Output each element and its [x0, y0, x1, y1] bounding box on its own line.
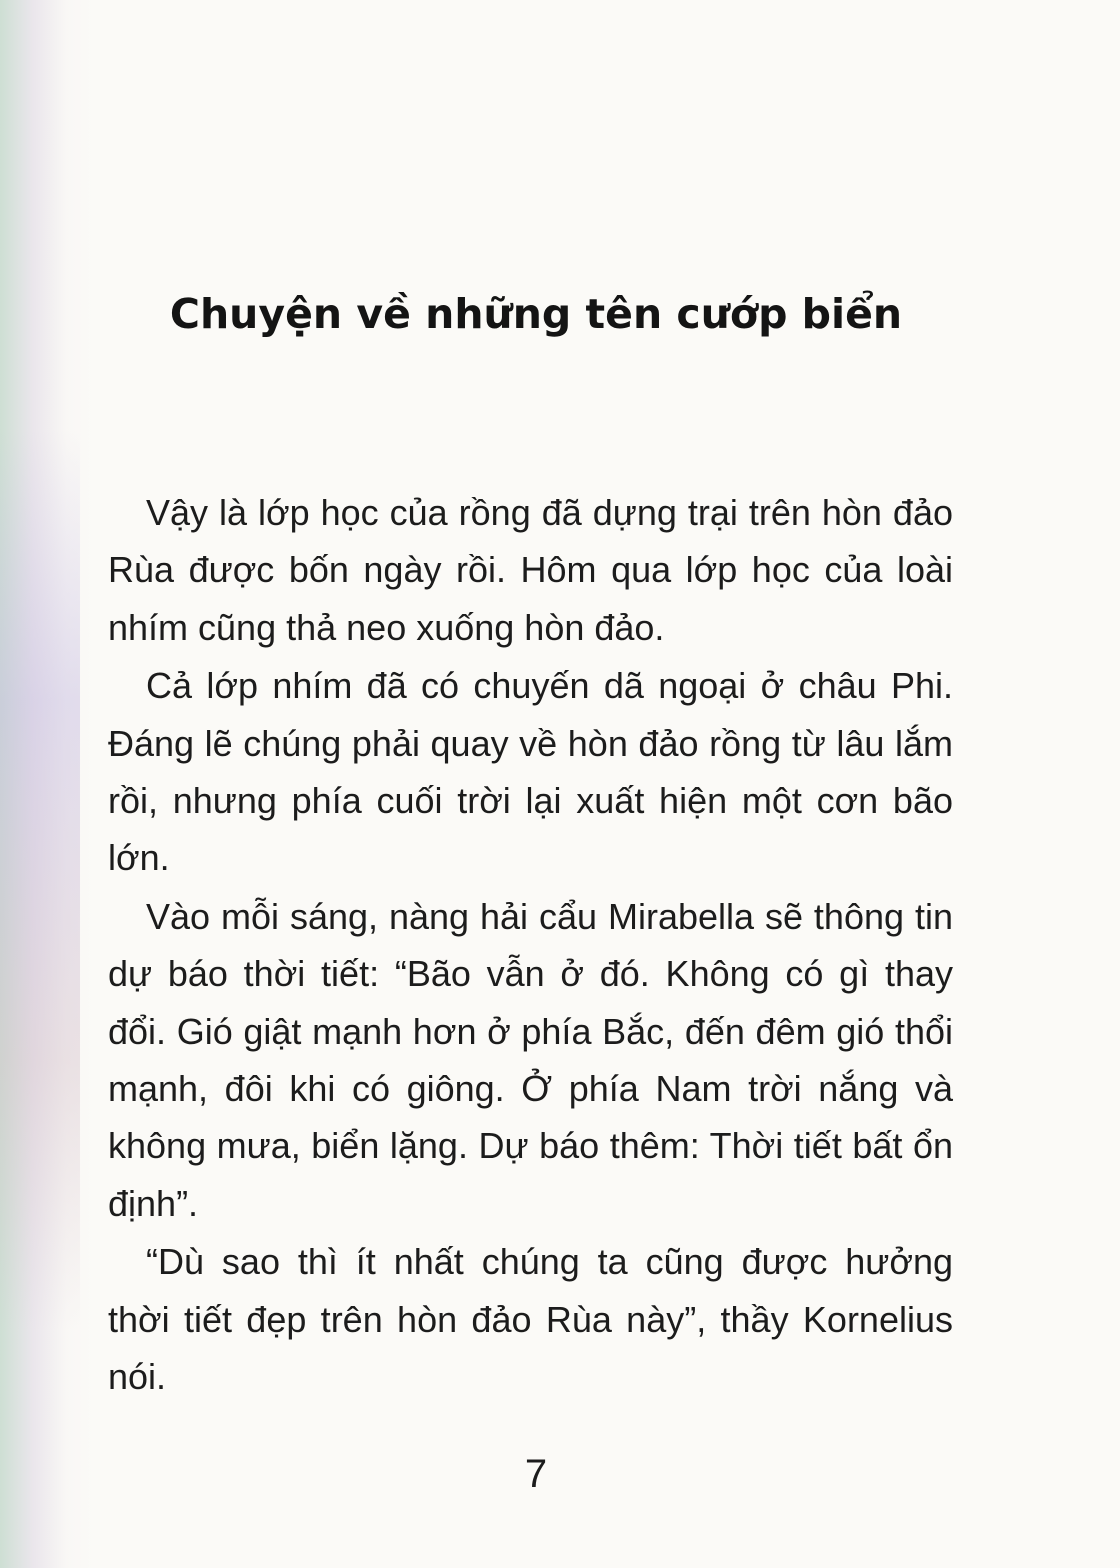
chapter-title: Chuyện về những tên cướp biển: [169, 290, 903, 338]
paragraph: Vậy là lớp học của rồng đã dựng trại trên hòn đảo Rùa được bốn ngày rồi. Hôm qua lớp học của loài nhím cũng thả neo xuống hòn đảo.: [108, 492, 953, 648]
paragraph: “Dù sao thì ít nhất chúng ta cũng được hưởng thời tiết đẹp trên hòn đảo Rùa này”, thầy Kornelius nói.: [108, 1241, 953, 1397]
page-edge-shading: [0, 0, 95, 1568]
page-number: 7: [524, 1452, 548, 1496]
paragraph: Vào mỗi sáng, nàng hải cẩu Mirabella sẽ thông tin dự báo thời tiết: “Bão vẫn ở đó. Không có gì thay đổi. Gió giật mạnh hơn ở phía Bắc, đến đêm gió thổi mạnh, đôi khi có giông. Ở phía Nam trời nắng và không mưa, biển lặng. Dự báo thêm: Thời tiết bất ổn định”.: [108, 896, 953, 1224]
body-text: [108, 484, 953, 1407]
paragraph: Cả lớp nhím đã có chuyến dã ngoại ở châu Phi. Đáng lẽ chúng phải quay về hòn đảo rồng từ lâu lắm rồi, nhưng phía cuối trời lại xuất hiện một cơn bão lớn.: [108, 665, 953, 879]
